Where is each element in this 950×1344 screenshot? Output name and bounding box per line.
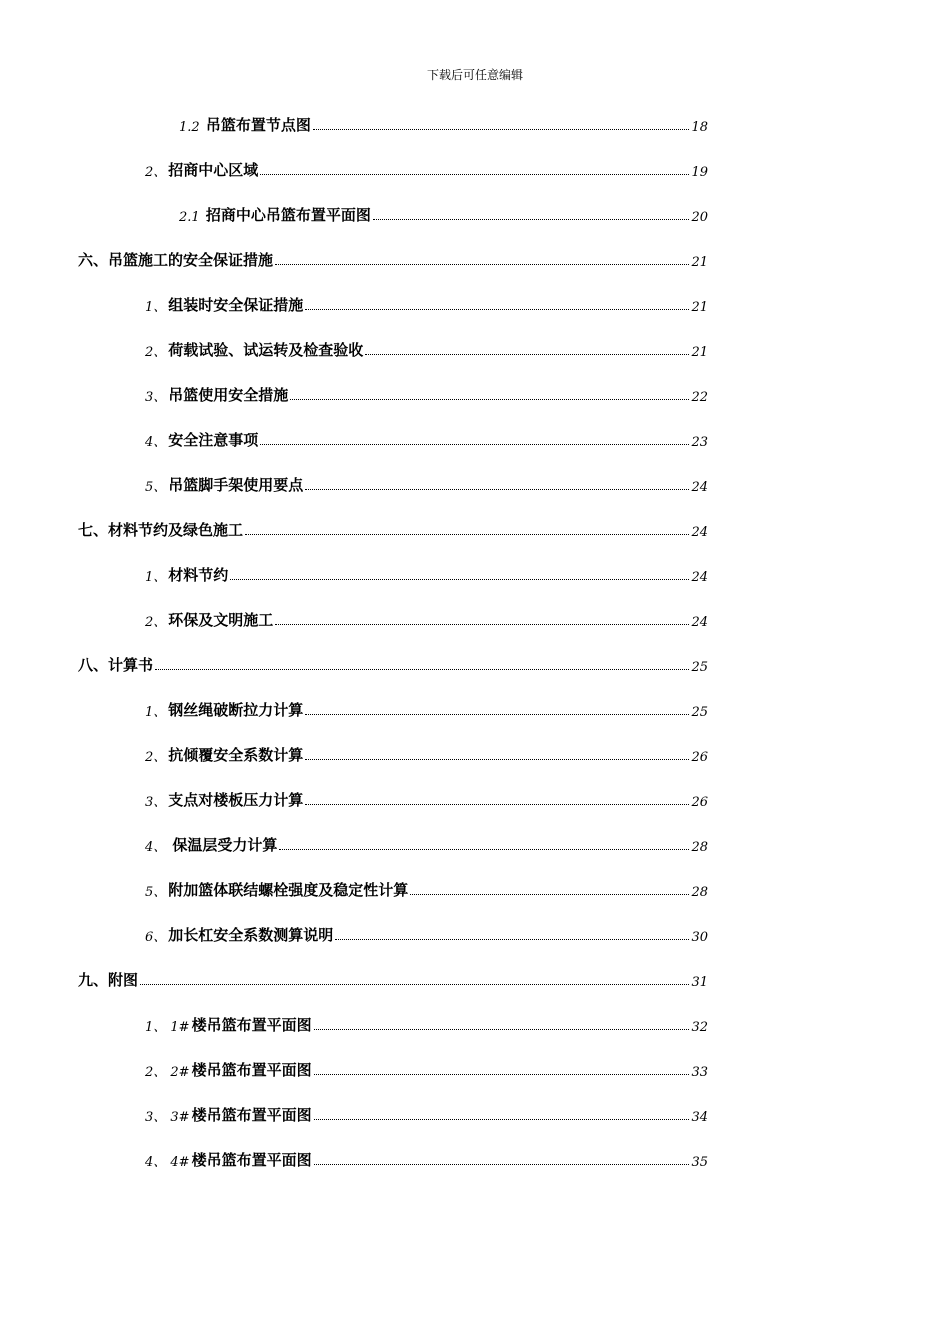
toc-entry-title: 环保及文明施工 [168, 611, 274, 629]
toc-page-number: 33 [691, 1065, 708, 1080]
toc-entry[interactable] [78, 968, 708, 990]
toc-entry-number: 3、 [145, 390, 167, 405]
toc-entry-title: 楼吊篮布置平面图 [191, 1016, 312, 1034]
toc-page-number: 18 [691, 120, 708, 135]
toc-dot-leader [230, 578, 689, 580]
toc-entry-number: 1、 [145, 705, 167, 720]
toc-entry-title: 组装时安全保证措施 [168, 296, 304, 314]
toc-entry-number: 1、 [145, 300, 167, 315]
toc-dot-leader [313, 128, 690, 130]
toc-dot-leader [305, 758, 689, 760]
toc-entry[interactable] [145, 833, 708, 855]
toc-entry-number: 4、 [145, 840, 171, 855]
toc-dot-leader [314, 1163, 690, 1165]
toc-entry-title: 附加篮体联结螺栓强度及稳定性计算 [168, 881, 409, 899]
toc-dot-leader [373, 218, 690, 220]
toc-entry-number: 2.1 [179, 210, 204, 225]
toc-page-number: 34 [691, 1110, 708, 1125]
toc-entry[interactable] [145, 608, 708, 630]
toc-entry-title: 计算书 [108, 656, 154, 674]
toc-page-number: 21 [691, 345, 708, 360]
toc-page-number: 26 [691, 795, 708, 810]
toc-page-number: 32 [691, 1020, 708, 1035]
toc-entry[interactable] [145, 788, 708, 810]
toc-dot-leader [260, 443, 689, 445]
toc-entry[interactable] [78, 653, 708, 675]
toc-page-number: 31 [691, 975, 708, 990]
toc-entry-number: 2、 [145, 750, 167, 765]
toc-entry[interactable] [145, 158, 708, 180]
toc-entry-title: 材料节约 [168, 566, 229, 584]
toc-entry-number: 3、 3# [145, 1110, 190, 1125]
toc-entry-title: 荷载试验、试运转及检查验收 [168, 341, 364, 359]
toc-dot-leader [290, 398, 689, 400]
toc-entry[interactable] [145, 383, 708, 405]
toc-entry-number: 5、 [145, 480, 167, 495]
toc-dot-leader [365, 353, 689, 355]
toc-entry-title: 保温层受力计算 [172, 836, 278, 854]
toc-entry[interactable] [145, 923, 708, 945]
toc-entry[interactable] [145, 1013, 708, 1035]
toc-page-number: 25 [691, 705, 708, 720]
toc-entry-number: 3、 [145, 795, 167, 810]
toc-page-number: 23 [691, 435, 708, 450]
toc-dot-leader [314, 1118, 690, 1120]
toc-entry-number: 八、 [78, 656, 109, 674]
toc-entry[interactable] [145, 698, 708, 720]
toc-entry-number: 1.2 [179, 120, 204, 135]
toc-dot-leader [314, 1073, 690, 1075]
toc-entry[interactable] [145, 743, 708, 765]
toc-dot-leader [305, 308, 689, 310]
toc-entry-number: 4、 [145, 435, 167, 450]
toc-entry-title: 材料节约及绿色施工 [108, 521, 244, 539]
toc-entry[interactable] [145, 1103, 708, 1125]
toc-entry-title: 加长杠安全系数测算说明 [168, 926, 334, 944]
toc-page-number: 30 [691, 930, 708, 945]
toc-entry-number: 六、 [78, 251, 109, 269]
toc-entry-title: 楼吊篮布置平面图 [191, 1106, 312, 1124]
toc-entry-title: 支点对楼板压力计算 [168, 791, 304, 809]
toc-entry-number: 5、 [145, 885, 167, 900]
toc-entry[interactable] [145, 338, 708, 360]
toc-entry-number: 2、 [145, 615, 167, 630]
toc-page-number: 24 [691, 570, 708, 585]
toc-entry-number: 1、 1# [145, 1020, 190, 1035]
toc-entry[interactable] [78, 518, 708, 540]
toc-entry-number: 6、 [145, 930, 167, 945]
toc-page-number: 21 [691, 255, 708, 270]
toc-entry[interactable] [179, 113, 708, 135]
toc-entry-title: 抗倾覆安全系数计算 [168, 746, 304, 764]
toc-page-number: 26 [691, 750, 708, 765]
toc-dot-leader [245, 533, 689, 535]
toc-entry[interactable] [78, 248, 708, 270]
toc-entry-title: 吊篮施工的安全保证措施 [108, 251, 274, 269]
toc-dot-leader [275, 263, 689, 265]
toc-entry-number: 2、 [145, 345, 167, 360]
toc-entry-title: 招商中心区域 [168, 161, 259, 179]
toc-dot-leader [275, 623, 689, 625]
toc-entry[interactable] [145, 473, 708, 495]
toc-page-number: 24 [691, 480, 708, 495]
toc-entry-title: 吊篮布置节点图 [205, 116, 311, 134]
toc-page-number: 28 [691, 840, 708, 855]
toc-entry-title: 钢丝绳破断拉力计算 [168, 701, 304, 719]
toc-entry[interactable] [145, 878, 708, 900]
toc-entry[interactable] [145, 1058, 708, 1080]
toc-entry-title: 附图 [108, 971, 139, 989]
toc-dot-leader [155, 668, 689, 670]
toc-entry-number: 4、 4# [145, 1155, 190, 1170]
toc-entry-title: 楼吊篮布置平面图 [191, 1151, 312, 1169]
toc-dot-leader [314, 1028, 690, 1030]
toc-page-number: 35 [691, 1155, 708, 1170]
toc-entry-number: 九、 [78, 971, 109, 989]
toc-entry-number: 七、 [78, 521, 109, 539]
toc-dot-leader [305, 803, 689, 805]
toc-entry[interactable] [145, 563, 708, 585]
toc-page-number: 25 [691, 660, 708, 675]
toc-entry-title: 安全注意事项 [168, 431, 259, 449]
toc-page-number: 24 [691, 615, 708, 630]
toc-entry-title: 招商中心吊篮布置平面图 [205, 206, 371, 224]
toc-entry[interactable] [145, 428, 708, 450]
toc-dot-leader [410, 893, 689, 895]
toc-entry-number: 2、 2# [145, 1065, 190, 1080]
toc-entry-title: 吊篮使用安全措施 [168, 386, 289, 404]
toc-page-number: 21 [691, 300, 708, 315]
toc-dot-leader [335, 938, 689, 940]
toc-entry-number: 2、 [145, 165, 167, 180]
toc-dot-leader [305, 488, 689, 490]
toc-page-number: 22 [691, 390, 708, 405]
toc-dot-leader [140, 983, 689, 985]
toc-dot-leader [279, 848, 689, 850]
toc-dot-leader [305, 713, 689, 715]
page-header: 下载后可任意编辑 [426, 68, 523, 82]
toc-page-number: 19 [691, 165, 708, 180]
toc-entry[interactable] [145, 1148, 708, 1170]
toc-entry[interactable] [179, 203, 708, 225]
toc-entry-title: 楼吊篮布置平面图 [191, 1061, 312, 1079]
toc-entry[interactable] [145, 293, 708, 315]
toc-entry-number: 1、 [145, 570, 167, 585]
toc-page-number: 20 [691, 210, 708, 225]
toc-entry-title: 吊篮脚手架使用要点 [168, 476, 304, 494]
toc-dot-leader [260, 173, 689, 175]
toc-page-number: 24 [691, 525, 708, 540]
toc-page-number: 28 [691, 885, 708, 900]
